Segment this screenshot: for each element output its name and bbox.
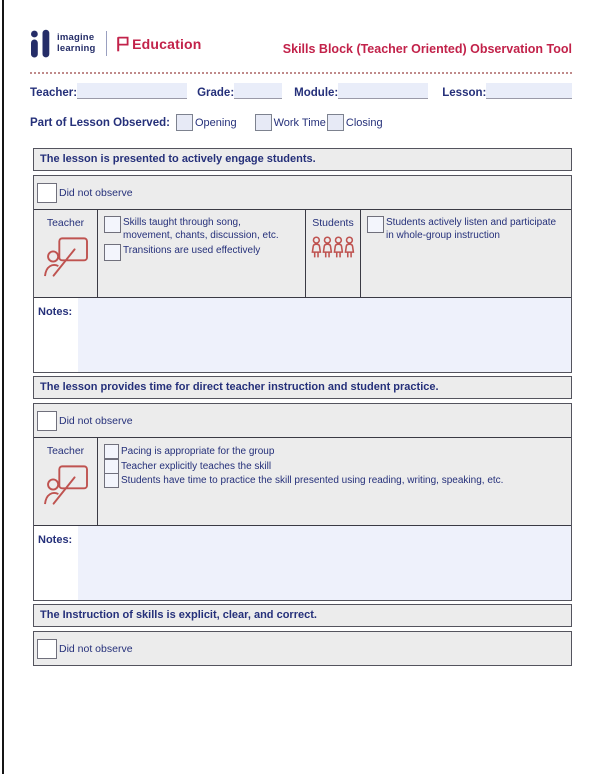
students-role-cell: [305, 210, 361, 297]
teacher-role-cell: [34, 438, 98, 525]
option-opening: [176, 114, 237, 131]
notes-row: [34, 526, 571, 600]
teacher-checklist: [98, 210, 305, 297]
closing-label: Closing: [345, 116, 383, 129]
teacher-role-label: Teacher: [46, 217, 85, 229]
notes-row: [34, 298, 571, 372]
teacher-presenting-icon: [43, 464, 89, 506]
section-direct-instruction: [33, 376, 572, 601]
grade-field[interactable]: [234, 83, 282, 99]
notes-label: Notes:: [38, 306, 73, 318]
notes-label-strip: [34, 298, 78, 372]
opening-checkbox[interactable]: [176, 114, 193, 131]
imagine-learning-logo-icon: [30, 29, 52, 58]
section-engagement-body: [33, 175, 572, 373]
students-checklist: [361, 210, 571, 297]
checklist-item: [104, 244, 300, 261]
lesson-label: Lesson:: [442, 87, 487, 99]
teacher-field[interactable]: [77, 83, 187, 99]
opening-label: Opening: [194, 116, 237, 129]
explicit-teaching-label: Teacher explicitly teaches the skill: [121, 460, 272, 472]
brand-line1: imagine: [57, 31, 95, 43]
section-explicit-instruction-title: The Instruction of skills is explicit, clear, and correct.: [33, 604, 572, 627]
section-explicit-instruction-body: [33, 631, 572, 666]
did-not-observe-label: Did not observe: [59, 643, 133, 655]
brand-divider: [106, 31, 108, 56]
work-time-label: Work Time: [273, 116, 326, 129]
option-closing: [327, 114, 383, 131]
notes-input-area[interactable]: [78, 526, 571, 600]
actively-listen-label: Students actively listen and participate in whole-group instruction: [386, 217, 557, 241]
page-left-edge: [2, 0, 4, 774]
notes-label-strip: [34, 526, 78, 600]
did-not-observe-checkbox[interactable]: [37, 639, 57, 659]
did-not-observe-checkbox[interactable]: [37, 411, 57, 431]
form-page: [30, 0, 572, 666]
part-of-lesson-row: [30, 113, 572, 132]
work-time-checkbox[interactable]: [255, 114, 272, 131]
skills-taught-label: Skills taught through song, movement, chants, discussion, etc.: [123, 217, 279, 241]
checklist-item: [367, 216, 566, 242]
pacing-label: Pacing is appropriate for the group: [121, 446, 275, 457]
el-education-wordmark: Education: [132, 35, 202, 52]
closing-checkbox[interactable]: [327, 114, 344, 131]
notes-label: Notes:: [38, 534, 73, 546]
students-role-label: Students: [312, 217, 354, 229]
checklist-item: [104, 473, 566, 488]
info-fields-row: [30, 81, 572, 99]
transitions-label: Transitions are used effectively: [123, 245, 261, 256]
did-not-observe-row: [34, 404, 571, 437]
section-direct-instruction-title: The lesson provides time for direct teacher instruction and student practice.: [33, 376, 572, 399]
students-group-icon: [310, 236, 356, 262]
did-not-observe-checkbox[interactable]: [37, 183, 57, 203]
pacing-checkbox[interactable]: [104, 444, 119, 459]
module-label: Module:: [294, 87, 339, 99]
teacher-role-cell: [34, 210, 98, 297]
actively-listen-checkbox[interactable]: [367, 216, 384, 233]
section-direct-instruction-body: [33, 403, 572, 601]
checklist-item: [104, 216, 300, 242]
grade-label: Grade:: [197, 87, 235, 99]
teacher-role-label: Teacher: [46, 445, 85, 457]
section-engagement: [33, 148, 572, 373]
did-not-observe-label: Did not observe: [59, 187, 133, 199]
imagine-learning-wordmark: [57, 33, 96, 54]
dotted-separator: [30, 72, 572, 74]
checklist-item: [104, 444, 566, 459]
practice-time-label: Students have time to practice the skill presented using reading, writing, speaking, etc.: [121, 475, 504, 486]
transitions-checkbox[interactable]: [104, 244, 121, 261]
notes-input-area[interactable]: [78, 298, 571, 372]
teacher-label: Teacher:: [30, 87, 78, 99]
skills-taught-checkbox[interactable]: [104, 216, 121, 233]
did-not-observe-label: Did not observe: [59, 415, 133, 427]
section-engagement-title: The lesson is presented to actively engage students.: [33, 148, 572, 171]
practice-time-checkbox[interactable]: [104, 473, 119, 488]
el-education-flag-icon: [116, 36, 129, 52]
did-not-observe-row: [34, 632, 571, 665]
checklist-item: [104, 459, 566, 474]
teacher-checklist: [98, 438, 571, 525]
part-of-lesson-label: Part of Lesson Observed:: [30, 116, 170, 129]
option-work-time: [255, 114, 326, 131]
lesson-field[interactable]: [486, 83, 572, 99]
brand-line2: learning: [57, 42, 96, 54]
observation-table: [34, 437, 571, 526]
observation-table: [34, 209, 571, 298]
did-not-observe-row: [34, 176, 571, 209]
explicit-teaching-checkbox[interactable]: [104, 459, 119, 474]
module-field[interactable]: [338, 83, 428, 99]
page-title: Skills Block (Teacher Oriented) Observation Tool: [282, 42, 572, 56]
teacher-presenting-icon: [43, 236, 89, 278]
section-explicit-instruction: [33, 604, 572, 666]
